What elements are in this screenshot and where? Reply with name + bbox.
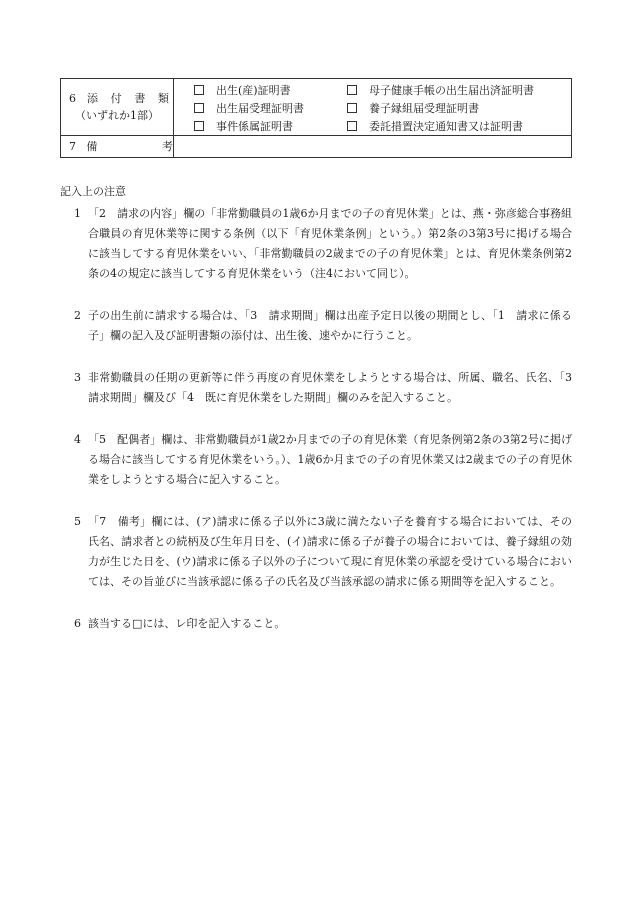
attachments-label-cell — [61, 79, 174, 136]
attachments-number: 6 — [69, 92, 76, 105]
note-number: 2 — [74, 309, 81, 322]
remarks-label-text — [86, 138, 173, 155]
note-item — [60, 430, 572, 490]
note-item — [60, 204, 572, 284]
note-text: 該当する□には、レ印を記入すること。 — [88, 617, 286, 630]
note-item — [60, 306, 572, 346]
attachment-option-label: 出生(産)証明書 — [216, 83, 291, 97]
attachments-label-char: 類 — [157, 92, 169, 105]
attachment-option-label: 委託措置決定通知書又は証明書 — [369, 119, 523, 133]
attachment-option-maternal-handbook[interactable] — [347, 81, 571, 99]
note-item — [60, 512, 572, 592]
attachment-option-label: 事件係属証明書 — [216, 119, 293, 133]
attachments-label — [61, 90, 173, 107]
remarks-row — [61, 136, 572, 158]
checkbox-icon[interactable] — [347, 103, 357, 113]
remarks-field[interactable] — [174, 136, 572, 158]
note-item — [60, 614, 572, 634]
note-item — [60, 368, 583, 408]
checkbox-icon[interactable] — [347, 121, 357, 131]
note-number: 3 — [74, 371, 81, 384]
note-text: 「2 請求の内容」欄の「非常勤職員の1歳6か月までの子の育児休業」とは、燕・弥彦総合事務組合職員の育児休業等に関する条例（以下「育児休業条例」という。）第2条の3第3号に掲げる場合に該当してする育児休業をいい、「非常勤職員の2歳までの子の育児休業」とは、育児休業条例第2条の4の規定に該当してする育児休業をいう（注4において同じ）。 — [88, 207, 572, 280]
attachments-label-char: 添 — [87, 92, 98, 105]
attachment-option-placement-notice[interactable] — [347, 117, 571, 135]
remarks-label-char: 考 — [162, 140, 173, 153]
attachments-label-text — [87, 90, 169, 107]
attachment-option-label: 母子健康手帳の出生届出済証明書 — [369, 83, 534, 97]
checkbox-icon[interactable] — [194, 85, 204, 95]
note-text: 子の出生前に請求する場合は、「3 請求期間」欄は出産予定日以後の期間とし、「1 請求に係る子」欄の記入及び証明書類の添付は、出生後、速やかに行うこと。 — [88, 309, 572, 342]
attachment-option-label: 出生届受理証明書 — [216, 101, 304, 115]
remarks-label-cell — [61, 136, 174, 158]
attachments-label-char: 付 — [110, 92, 122, 105]
attachment-option-case-pending[interactable] — [194, 117, 347, 135]
note-text: 「7 備考」欄には、(ア)請求に係る子以外に3歳に満たない子を養育する場合においては、その氏名、請求者との続柄及び生年月日を、(イ)請求に係る子が養子の場合においては、養子縁組の効力が生じた日を、(ウ)請求に係る子以外の子について現に育児休業の承認を受けている場合においては、その旨並びに当該承認に係る子の氏名及び当該承認の請求に係る期間等を記入すること。 — [88, 515, 572, 588]
attachment-option-label: 養子縁組届受理証明書 — [369, 101, 479, 115]
note-number: 6 — [74, 617, 81, 630]
note-number: 1 — [74, 207, 81, 220]
checkbox-icon[interactable] — [194, 103, 204, 113]
attachments-label-char: 書 — [134, 92, 146, 105]
attachments-sub-label: （いずれか1部） — [75, 109, 159, 122]
form-table — [60, 78, 572, 158]
attachment-option-birth-certificate[interactable] — [194, 81, 347, 99]
checkbox-icon[interactable] — [347, 85, 357, 95]
notes-title: 記入上の注意 — [60, 185, 126, 198]
note-text: 非常勤職員の任期の更新等に伴う再度の育児休業をしようとする場合は、所属、職名、氏名、「3 請求期間」欄及び「4 既に育児休業をした期間」欄のみを記入すること。 — [88, 371, 583, 404]
remarks-number: 7 — [69, 140, 76, 153]
attachments-checklist-cell — [174, 79, 572, 136]
checkbox-icon[interactable] — [194, 121, 204, 131]
attachment-option-birth-registration[interactable] — [194, 99, 347, 117]
attachments-row — [61, 79, 572, 136]
notes-section — [60, 184, 583, 634]
remarks-label — [61, 138, 173, 155]
attachments-checklist — [174, 80, 571, 135]
note-number: 4 — [74, 433, 81, 446]
note-number: 5 — [74, 515, 81, 528]
attachment-option-adoption-registration[interactable] — [347, 99, 571, 117]
note-text: 「5 配偶者」欄は、非常勤職員が1歳2か月までの子の育児休業（育児条例第2条の3第2号に掲げる場合に該当してする育児休業をいう。）、1歳6か月までの子の育児休業又は2歳までの子の育児休業をしようとする場合に記入すること。 — [88, 433, 572, 486]
remarks-label-char: 備 — [86, 140, 98, 153]
